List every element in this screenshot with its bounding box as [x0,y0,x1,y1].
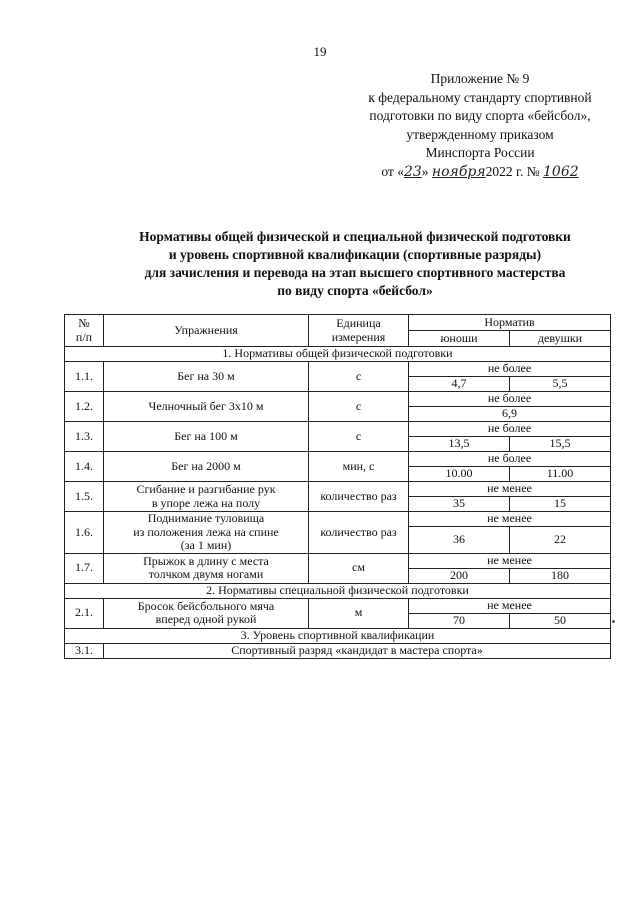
section-row [65,347,611,362]
row-num: 3.1. [65,643,104,658]
row-num: 1.7. [65,553,104,583]
row-both: 6,9 [409,407,611,422]
row-boys: 200 [409,568,510,583]
handwritten-day: 23 [403,163,422,180]
row-exercise: Бег на 30 м [104,362,309,392]
scan-mark [612,620,615,623]
row-unit: с [309,362,409,392]
handwritten-order-number: 1062 [543,163,579,180]
row-exercise: Сгибание и разгибание рук в упоре лежа на полу [104,482,309,512]
row-condition: не более [409,422,611,437]
row-boys: 4,7 [409,377,510,392]
title-line: Нормативы общей физической и специальной физической подготовки [139,229,571,244]
row-girls: 50 [510,613,611,628]
row-girls: 15,5 [510,437,611,452]
row-boys: 70 [409,613,510,628]
section-row [65,628,611,643]
table-row [65,643,611,658]
appendix-block [330,70,630,181]
row-exercise: Прыжок в длину с места толчком двумя ногами [104,553,309,583]
date-prefix: от « [381,163,404,179]
row-num: 2.1. [65,598,104,628]
row-unit: количество раз [309,482,409,512]
row-condition: не более [409,452,611,467]
row-girls: 5,5 [510,377,611,392]
appendix-line: к федеральному стандарту спортивной [368,89,592,105]
title-line: для зачисления и перевода на этап высшего спортивного мастерства [144,265,566,280]
page-number: 19 [313,44,327,59]
row-num: 1.5. [65,482,104,512]
table-row [65,362,611,377]
table-row [65,392,611,407]
header-exercise: Упражнения [104,315,309,347]
row-condition: не более [409,362,611,377]
order-date-line [330,163,630,182]
table-row [65,512,611,527]
section-title: 1. Нормативы общей физической подготовки [65,347,611,362]
date-mid: » [421,163,432,179]
row-girls: 180 [510,568,611,583]
row-unit: с [309,422,409,452]
header-norm: Норматив [409,315,611,331]
row-condition: не менее [409,482,611,497]
row-boys: 35 [409,497,510,512]
row-num: 1.1. [65,362,104,392]
row-unit: с [309,392,409,422]
row-exercise: Бег на 100 м [104,422,309,452]
row-condition: не менее [409,512,611,527]
row-unit: количество раз [309,512,409,554]
handwritten-month: ноября [431,163,486,180]
header-num: № п/п [65,315,104,347]
row-condition: не более [409,392,611,407]
row-num: 1.4. [65,452,104,482]
appendix-line: подготовки по виду спорта «бейсбол», [369,108,591,123]
appendix-line: Минспорта России [425,145,535,160]
title-line: по виду спорта «бейсбол» [277,283,433,298]
row-condition: не менее [409,598,611,613]
row-girls: 15 [510,497,611,512]
table-row [65,482,611,497]
row-boys: 36 [409,527,510,553]
date-year: 2022 г. № [485,163,544,179]
row-unit: мин, с [309,452,409,482]
section-row [65,583,611,598]
row-exercise: Поднимание туловища из положения лежа на спине (за 1 мин) [104,512,309,554]
row-qualification: Спортивный разряд «кандидат в мастера спорта» [104,643,611,658]
row-num: 1.6. [65,512,104,554]
table-header-row [65,315,611,331]
table-row [65,553,611,568]
row-exercise: Бег на 2000 м [104,452,309,482]
row-exercise: Челночный бег 3х10 м [104,392,309,422]
row-unit: м [309,598,409,628]
table-row [65,422,611,437]
header-boys: юноши [409,331,510,347]
header-unit: Единица измерения [309,315,409,347]
norms-table [64,314,611,659]
table-row [65,598,611,613]
row-girls: 22 [510,527,611,553]
row-num: 1.3. [65,422,104,452]
row-boys: 10.00 [409,467,510,482]
table-row [65,452,611,467]
document-title [0,228,640,300]
row-num: 1.2. [65,392,104,422]
section-title: 3. Уровень спортивной квалификации [65,628,611,643]
row-condition: не менее [409,553,611,568]
row-boys: 13,5 [409,437,510,452]
row-exercise: Бросок бейсбольного мяча вперед одной рукой [104,598,309,628]
row-unit: см [309,553,409,583]
row-girls: 11.00 [510,467,611,482]
title-line: и уровень спортивной квалификации (спортивные разряды) [168,247,542,262]
section-title: 2. Нормативы специальной физической подготовки [65,583,611,598]
appendix-line: утвержденному приказом [406,126,554,142]
header-girls: девушки [510,331,611,347]
appendix-title: Приложение № 9 [430,71,530,86]
